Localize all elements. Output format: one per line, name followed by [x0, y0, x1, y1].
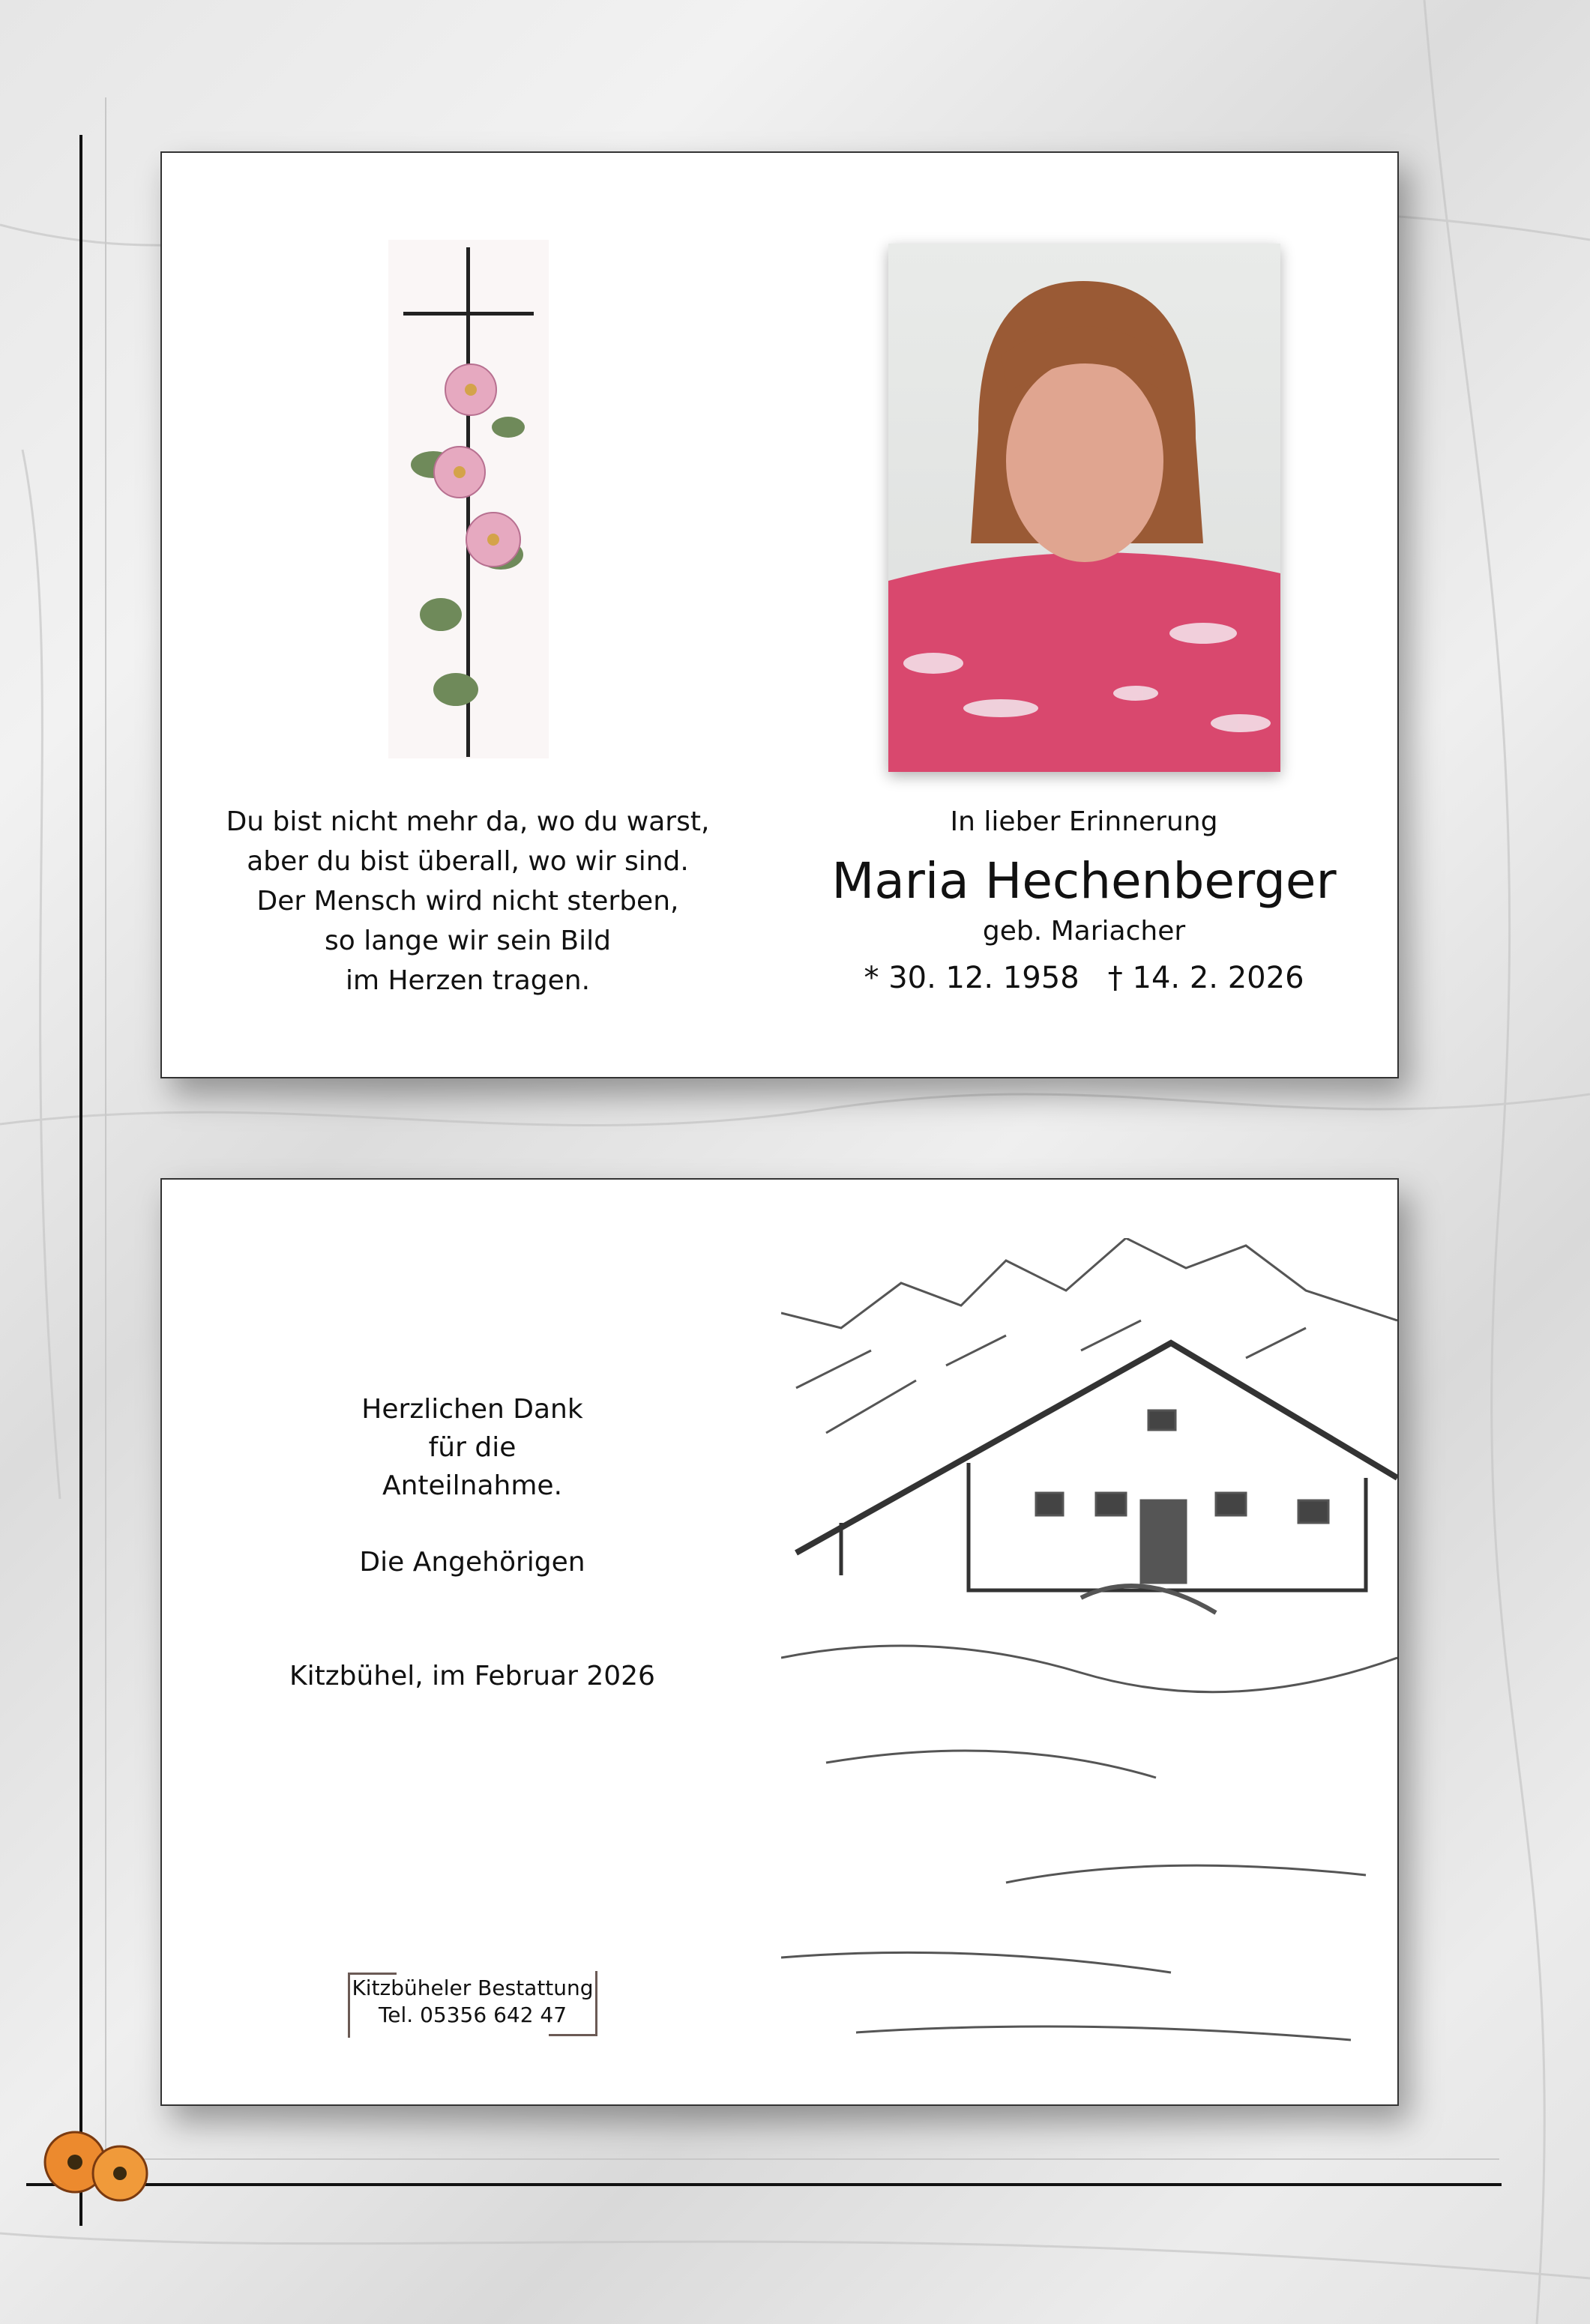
portrait-photo	[888, 244, 1280, 772]
deceased-name: Maria Hechenberger	[831, 852, 1337, 910]
verse-line: so lange wir sein Bild	[325, 926, 611, 956]
decor-line	[79, 135, 82, 2226]
funeral-home-name: Kitzbüheler Bestattung	[352, 1976, 594, 2000]
decor-line	[105, 2158, 1499, 2160]
funeral-home-phone: Tel. 05356 642 47	[378, 2002, 567, 2027]
poppy-flower-decoration	[30, 2121, 172, 2218]
thanks-line: Anteilnahme.	[382, 1470, 563, 1501]
family-signature: Die Angehörigen	[359, 1547, 585, 1578]
life-dates: * 30. 12. 1958 † 14. 2. 2026	[864, 961, 1304, 995]
memorial-card-front	[160, 151, 1399, 1078]
thanks-line: Herzlichen Dank	[361, 1394, 583, 1425]
verse-line: aber du bist überall, wo wir sind.	[247, 846, 689, 877]
memorial-card-back	[160, 1178, 1399, 2106]
cross-flower-image	[388, 240, 549, 758]
intro-text: In lieber Erinnerung	[950, 806, 1218, 837]
verse-line: im Herzen tragen.	[345, 965, 591, 996]
verse-line: Der Mensch wird nicht sterben,	[256, 886, 679, 917]
funeral-home-logo	[348, 1968, 597, 2037]
mountain-hut-sketch	[781, 1238, 1397, 2070]
thanks-line: für die	[428, 1432, 517, 1463]
maiden-name: geb. Mariacher	[982, 916, 1186, 947]
place-date: Kitzbühel, im Februar 2026	[289, 1661, 655, 1691]
decor-line	[105, 97, 106, 2166]
verse-line: Du bist nicht mehr da, wo du warst,	[226, 806, 710, 837]
decor-line	[26, 2183, 1502, 2186]
